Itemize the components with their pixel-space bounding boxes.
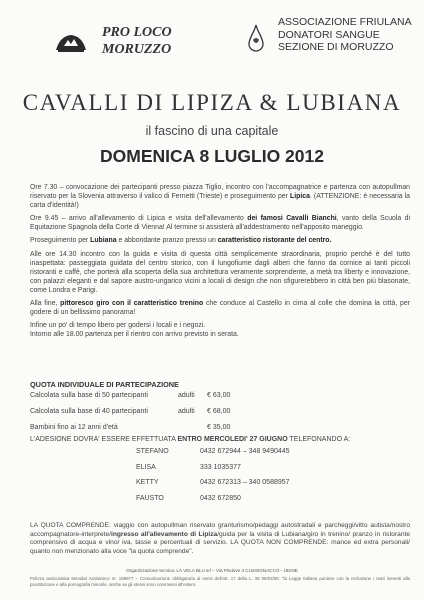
text-span: Infine un po' di tempo libero per godersi i locali e i negozi.: [30, 322, 206, 330]
text-span: e abbondante pranzo presso un: [116, 237, 218, 245]
contact-name: STEFANO: [136, 448, 169, 455]
text-span: Proseguimento per: [30, 237, 91, 245]
bold-span: dei famosi Cavalli Bianchi: [247, 215, 337, 223]
text-span: TELEFONANDO A:: [287, 436, 351, 443]
quota-label: Calcolata sulla base di 40 partecipanti: [30, 408, 148, 415]
program-text: [30, 183, 410, 343]
proloco-name: [102, 24, 172, 58]
bold-span: Lipica: [290, 193, 310, 201]
text-span: Ore 9.45 – arrivo all'allevamento di Lipica e visita dell'allevamento: [30, 215, 248, 223]
quota-row: [30, 392, 280, 408]
quota-price: € 35,00: [207, 424, 231, 431]
included-services: [30, 522, 410, 556]
text-span: LA QUOTA COMPRENDE: viaggio con autopullman riservato granturismo/pedaggi autostradali e parcheggi/vitto autista/nostro accompagnatore-interprete/: [30, 522, 410, 538]
program-paragraph: [30, 183, 410, 210]
proloco-logo-icon: [54, 32, 88, 54]
text-span: Alla fine,: [30, 300, 61, 308]
text-span: L'ADESIONE DOVRA' ESSERE EFFETTUATA: [30, 436, 178, 443]
assoc-line1: ASSOCIAZIONE FRIULANA: [278, 16, 412, 28]
quota-table: [30, 392, 280, 440]
quota-price: € 63,00: [207, 392, 231, 399]
association-block: [248, 16, 418, 66]
deadline: ENTRO MERCOLEDI' 27 GIUGNO: [177, 436, 288, 443]
contacts-list: [136, 448, 356, 510]
quota-who: adulti: [178, 408, 195, 415]
text-span: che conduce al Castello in cima al colle che domina la città, per godere di un bellissimo panorama!: [30, 300, 411, 317]
program-paragraph: [30, 236, 410, 245]
text-span: /guida per la visita di Lubiana/giro in trenino/ pranzo in ristorante comprensivo di acqua e vino/ iva, tasse e percentuali di servizio. LA QUOTA NON COMPRENDE: mance ed extra personali/ quanto non menzionato alla voce "la quota comprende".: [30, 530, 410, 555]
contact-row: [136, 495, 356, 511]
contact-row: [136, 464, 356, 480]
quota-label: Bambini fino ai 12 anni d'età: [30, 424, 118, 431]
bold-span: pittoresco giro con il caratteristico trenino: [60, 300, 204, 308]
association-name: [278, 16, 412, 54]
assoc-line2: DONATORI SANGUE: [278, 28, 380, 41]
proloco-line2: MORUZZO: [102, 42, 172, 57]
contact-row: [136, 479, 356, 495]
program-paragraph: [30, 299, 410, 317]
assoc-line3: SEZIONE DI MORUZZO: [278, 41, 394, 53]
page-title: CAVALLI DI LIPIZA & LUBIANA: [22, 90, 402, 115]
text-span: Intorno alle 18.00 partenza per il rientro con arrivo previsto in serata.: [30, 331, 239, 339]
text-span: , vanto della Scuola di Equitazione Spagnola della Corte di Vienna! Al termine si assisterà all'addestramento nell'apposito maneggio.: [30, 215, 410, 232]
bold-span: caratteristico ristorante del centro.: [217, 237, 332, 245]
footer-legal: Polizza assicurativa Mondial Assistance nr. 168977 – Comunicazione obbligatoria ai sensi dell'art. 17 della L. 38 06/02/06: "la Legge Italiana punisce con la reclusione i reati inerenti alla prostituzione e alla pornografia minorile, anche se gli stessi sono commessi all'estero.: [30, 576, 410, 587]
contact-phone[interactable]: 0432 672944 – 348 9490445: [200, 448, 290, 455]
quota-price: € 68,00: [207, 408, 231, 415]
event-date: DOMENICA 8 LUGLIO 2012: [100, 146, 324, 166]
contact-name: ELISA: [136, 463, 156, 471]
registration-notice: [30, 436, 350, 443]
proloco-line1: PRO LOCO: [102, 25, 172, 40]
text-span: Ore 7.30 – convocazione dei partecipanti presso piazza Tiglio, incontro con l'accompagnatrice e partenza con autopullman riservato per la Slovenia attraverso il valico di Fernetti (Trieste) e proseguimento per: [30, 184, 410, 201]
bold-span: Lubiana: [90, 237, 117, 245]
quota-label: Calcolata sulla base di 50 partecipanti: [30, 392, 148, 399]
contact-phone[interactable]: 0432 672850: [200, 494, 241, 502]
contact-row: [136, 448, 356, 464]
proloco-block: [54, 24, 204, 70]
page-subtitle: il fascino di una capitale: [145, 124, 279, 138]
contact-phone[interactable]: 0432 672313 – 340 0588957: [200, 479, 290, 486]
quota-title: QUOTA INDIVIDUALE DI PARTECIPAZIONE: [30, 380, 179, 389]
contact-phone[interactable]: 333 1035377: [200, 463, 241, 471]
text-span: . (ATTENZIONE: è necessaria la carta d'identità!): [30, 193, 411, 210]
blood-drop-icon: [248, 24, 264, 52]
contact-name: KETTY: [136, 479, 159, 486]
program-paragraph: Alle ore 14.30 incontro con la guida e visita di questa città semplicemente straordinaria, proprio perché è del tutto inaspettata: passeggiata guidata del centro storico, con il lungofiume dagli alberi che fanno da cornice ai tanti piccoli ristoranti e caffè, che porterà alla scoperta della sua architettura veramente sorprendente, a metà tra liberty e innovazione, con palazzi eleganti e dal sapore austro-ungarico vicini a locali di design che non sfigurerebbero in città ben più blasonate, come Londra e Parigi.: [30, 250, 410, 294]
bold-span: ingresso all'allevamento di Lipiza: [111, 530, 218, 538]
program-paragraph: [30, 214, 410, 232]
footer-organizer: Organizzazione tecnica: LA VELA BLU srl – Via Pisdove 4 CUSSIGNACCO - UDINE: [126, 568, 298, 573]
quota-who: adulti: [178, 392, 195, 399]
contact-name: FAUSTO: [136, 494, 164, 502]
program-paragraph: [30, 321, 410, 339]
quota-row: [30, 408, 280, 424]
